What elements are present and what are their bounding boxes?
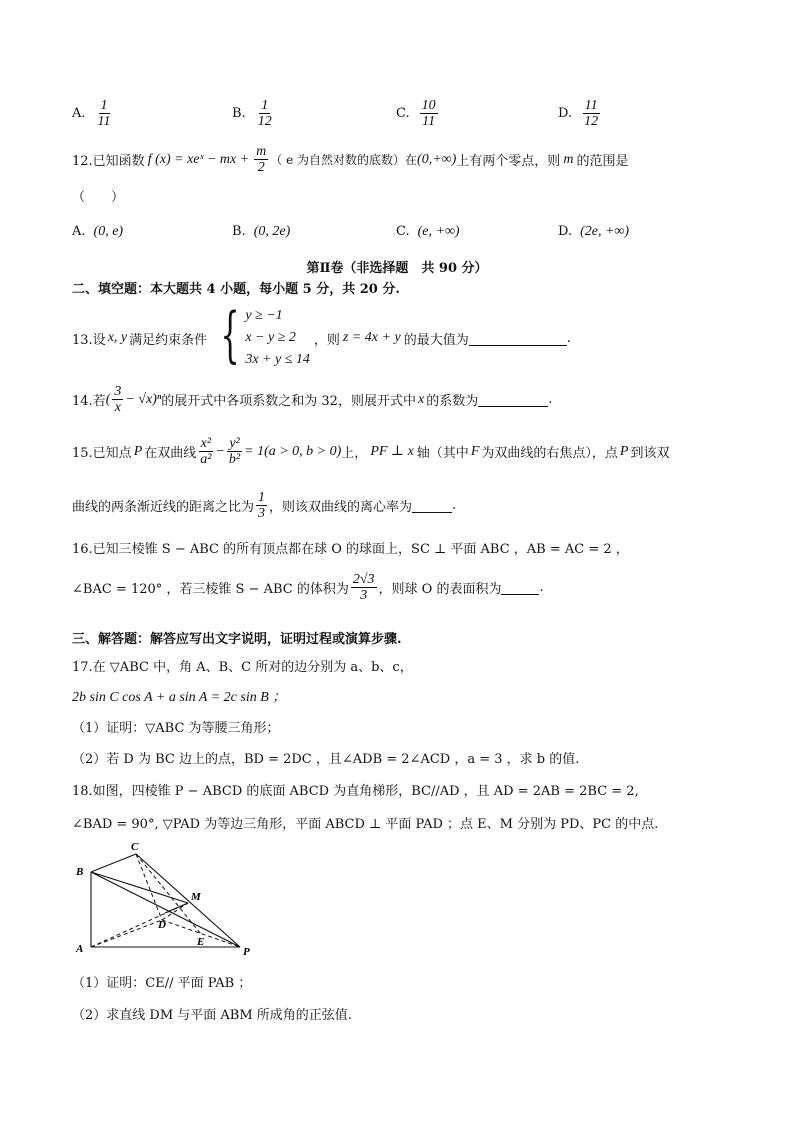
q12-stem: 12.已知函数 f (x) = xeˣ − mx + $\frac{m}{2}$ （ e 为自然对数的底数）在 (0,+∞) 上有两个零点，则 m 的范围是: [72, 144, 629, 175]
q15-line1: 15.已知点 P 在双曲线 $\frac{\text{x²}}{\text{a²}}$ − $\frac{\text{y²}}{\text{b²}}$ = 1(a > 0, b > 0) 上， PF ⊥ x 轴（其中 F 为双曲线的右焦点），点 P 到该双: [72, 436, 670, 467]
edge-ad-hidden: [91, 920, 162, 947]
q12-fraction: $\frac{m}{2}$: [256, 144, 267, 175]
q11-option-d-fraction: $\frac{11}{12}$: [584, 98, 599, 129]
q11-option-b: B. $\frac{1}{12}$: [232, 98, 272, 129]
q12-option-c: C. (e, +∞): [396, 224, 460, 239]
q18-line2: ∠BAD = 90°, ▽PAD 为等边三角形，平面 ABCD ⊥ 平面 PAD ；点 E、M 分别为 PD、PC 的中点.: [72, 817, 659, 832]
q16-line2: ∠BAC = 120° ，若三棱锥 S − ABC 的体积为 $\frac{2√3}{3}$ ，则球 O 的表面积为 .: [72, 572, 544, 603]
q14: 14.若 ( $\frac{3}{x}$ − √x)ⁿ 的展开式中各项系数之和为 32，则展开式中 x 的系数为 .: [72, 384, 553, 415]
q13-answer-blank[interactable]: [469, 331, 567, 346]
q14-answer-blank[interactable]: [478, 392, 548, 407]
edge-cp: [136, 854, 240, 947]
label-b: B: [76, 866, 84, 878]
q17-part1: （1）证明：▽ABC 为等腰三角形；: [72, 721, 280, 736]
label-d: D: [158, 919, 166, 931]
q15-fraction-x: $\frac{\text{x²}}{\text{a²}}$: [200, 436, 212, 467]
segment-dm-hidden: [162, 903, 188, 920]
q11-option-a: A. $\frac{1}{11}$: [72, 98, 111, 129]
label-a: A: [76, 943, 84, 955]
edge-bp: [91, 872, 240, 947]
q18-part2: （2）求直线 DM 与平面 ABM 所成角的正弦值.: [72, 1008, 352, 1023]
q18-part1: （1）证明：CE// 平面 PAB ；: [72, 976, 252, 991]
q17-line2: 2b sin C cos A + a sin A = 2c sin B ；: [72, 690, 287, 705]
label-m: M: [191, 891, 201, 903]
q17-line1: 17.在 ▽ABC 中，角 A、B、C 所对的边分别为 a、b、c，: [72, 660, 413, 675]
q18-pyramid-figure: [70, 838, 260, 958]
part2-title: 第Ⅱ卷（非选择题 共 90 分）: [306, 261, 488, 276]
q15-line2: 曲线的两条渐近线的距离之比为 $\frac{1}{3}$ ，则该双曲线的离心率为 .: [72, 490, 457, 521]
q12-answer-paren: （ ）: [72, 190, 125, 205]
q13-constraint-system: { y ≥ −1 x − y ≥ 2 3x + y ≤ 14: [220, 300, 310, 370]
q11-option-c: C. $\frac{10}{11}$: [396, 98, 436, 129]
q11-option-a-fraction: $\frac{1}{11}$: [97, 98, 111, 129]
edge-cd-hidden: [136, 854, 162, 920]
q15-answer-blank[interactable]: [412, 498, 452, 513]
label-p: P: [243, 946, 250, 958]
q15-fraction-y: $\frac{\text{y²}}{\text{b²}}$: [228, 436, 241, 467]
label-c: C: [131, 841, 139, 853]
q14-fraction: $\frac{3}{x}$: [114, 384, 122, 415]
q12-option-b: B. (0, 2e): [232, 224, 291, 239]
section2-heading: 二、填空题：本大题共 4 小题，每小题 5 分，共 20 分.: [72, 282, 400, 297]
q18-line1: 18.如图，四棱锥 P − ABCD 的底面 ABCD 为直角梯形，BC//AD ，且 AD = 2AB = 2BC = 2,: [72, 784, 639, 799]
q15-ratio-fraction: $\frac{1}{3}$: [258, 490, 266, 521]
q16-answer-blank[interactable]: [501, 580, 539, 595]
q11-option-b-fraction: $\frac{1}{12}$: [257, 98, 272, 129]
label-e: E: [197, 936, 205, 948]
q12-option-d: D. (2e, +∞): [558, 224, 630, 239]
q12-option-a: A. (0, e): [72, 224, 124, 239]
q16-volume-fraction: $\frac{2√3}{3}$: [352, 572, 375, 603]
q16-line1: 16.已知三棱锥 S − ABC 的所有顶点都在球 O 的球面上，SC ⊥ 平面 ABC ，AB = AC = 2 ，: [72, 542, 629, 557]
section3-heading: 三、解答题：解答应写出文字说明，证明过程或演算步骤.: [72, 632, 402, 647]
q17-part2: （2）若 D 为 BC 边上的点，BD = 2DC ，且∠ADB = 2∠ACD ，a = 3 ，求 b 的值.: [72, 752, 580, 767]
q11-option-d: D. $\frac{11}{12}$: [558, 98, 599, 129]
q13: 13.设 x, y 满足约束条件 { y ≥ −1 x − y ≥ 2 3x + y ≤ 14 ，则 z = 4x + y 的最大值为 .: [72, 300, 571, 370]
edge-bc: [91, 854, 136, 872]
left-brace-icon: {: [220, 300, 240, 370]
q11-option-c-fraction: $\frac{10}{11}$: [421, 98, 436, 129]
